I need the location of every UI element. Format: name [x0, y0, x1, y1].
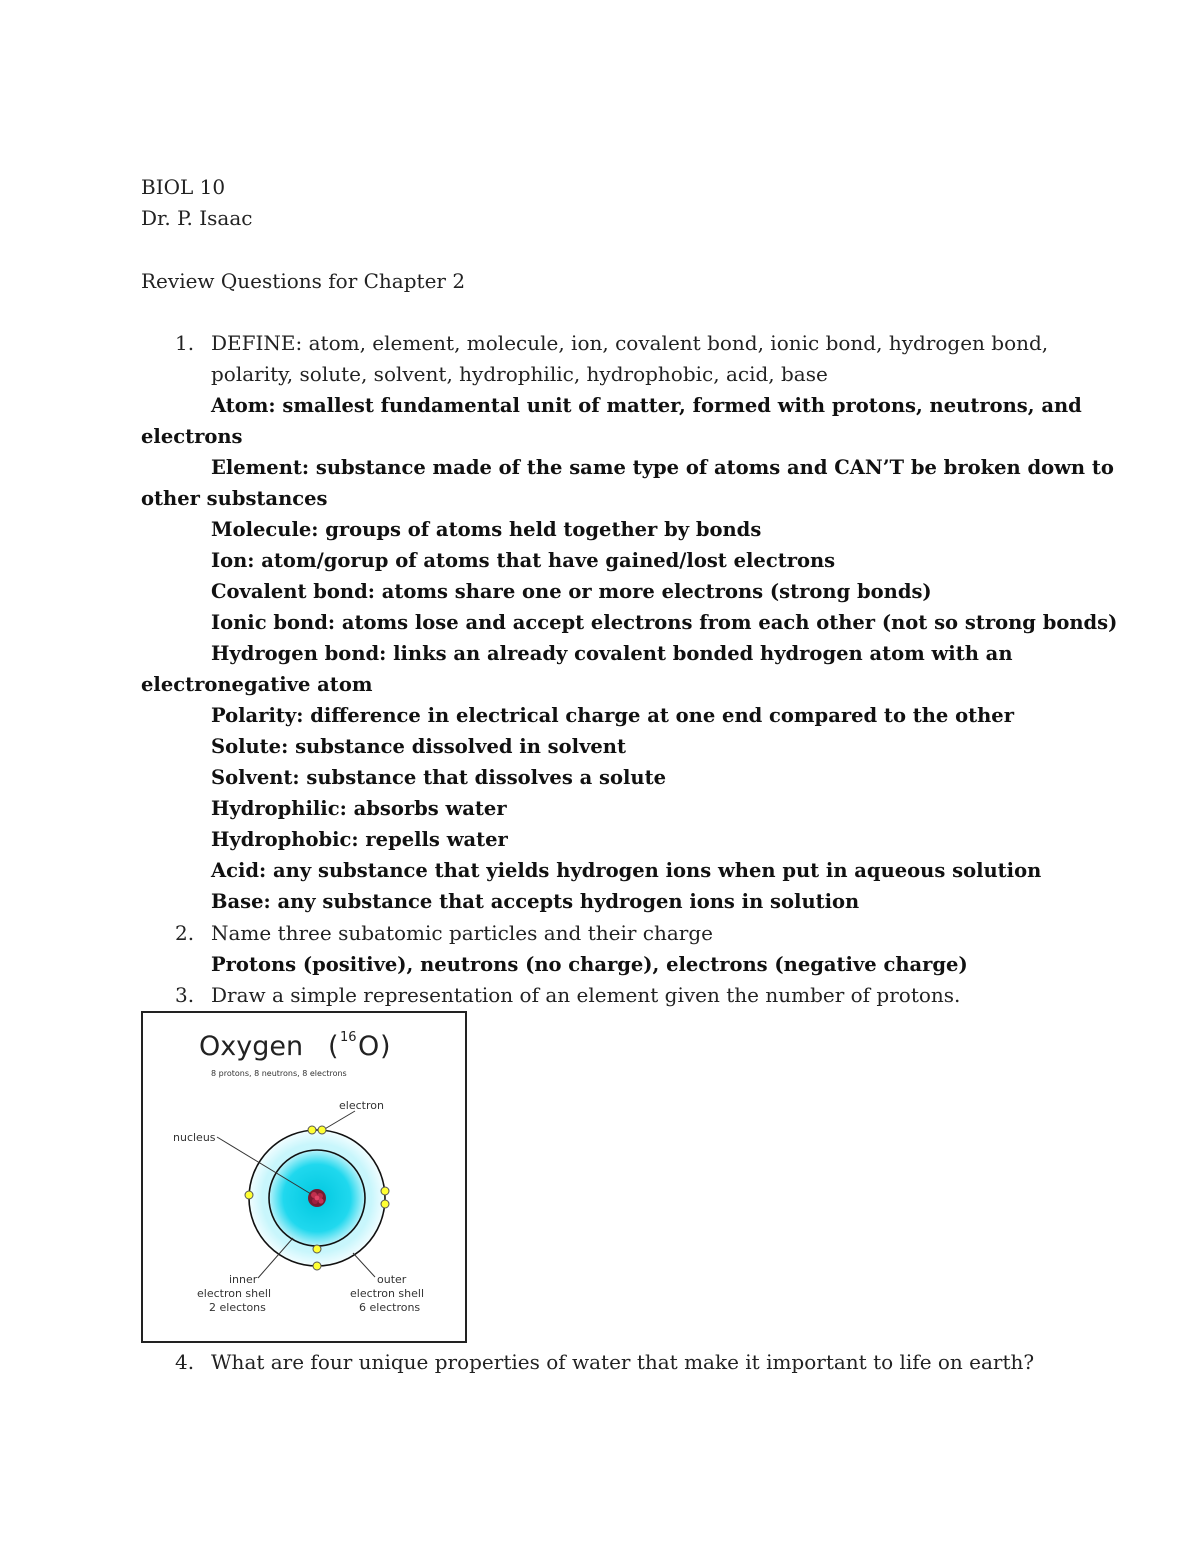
def-base: Base: any substance that accepts hydrogen ions in solution [211, 890, 860, 913]
def-hydrophobic: Hydrophobic: repells water [211, 828, 508, 851]
def-polarity: Polarity: difference in electrical charge at one end compared to the other [211, 704, 1014, 727]
q1-text-line1: DEFINE: atom, element, molecule, ion, covalent bond, ionic bond, hydrogen bond, [211, 331, 1049, 355]
q2-number: 2. [175, 921, 195, 945]
label-electron: electron [339, 1099, 384, 1112]
def-covalent-bond: Covalent bond: atoms share one or more electrons (strong bonds) [211, 580, 932, 603]
figure-subtitle: 8 protons, 8 neutrons, 8 electrons [211, 1069, 347, 1078]
def-hydrogen-bond: Hydrogen bond: links an already covalent bonded hydrogen atom with an [211, 642, 1013, 665]
label-inner-2: electron shell [197, 1287, 272, 1300]
label-outer-2: electron shell [350, 1287, 425, 1300]
def-molecule: Molecule: groups of atoms held together by bonds [211, 518, 762, 541]
def-element: Element: substance made of the same type of atoms and CAN’T be broken down to [211, 456, 1114, 479]
def-element-cont: other substances [141, 487, 328, 510]
figure-title: Oxygen [199, 1031, 304, 1062]
q4-question: What are four unique properties of water that make it important to life on earth? [211, 1350, 1035, 1374]
course-code: BIOL 10 [141, 175, 226, 199]
q4-number: 4. [175, 1350, 195, 1374]
instructor-name: Dr. P. Isaac [141, 206, 253, 230]
label-outer-1: outer [377, 1273, 407, 1286]
def-ionic-bond: Ionic bond: atoms lose and accept electrons from each other (not so strong bonds) [211, 611, 1118, 634]
outer-shell-pointer [353, 1253, 375, 1277]
q3-question: Draw a simple representation of an element given the number of protons. [211, 983, 961, 1007]
def-hydrogen-bond-cont: electronegative atom [141, 673, 373, 696]
electron [245, 1191, 253, 1199]
electron [381, 1187, 389, 1195]
electron [381, 1200, 389, 1208]
q3-number: 3. [175, 983, 195, 1007]
q1-number: 1. [175, 331, 195, 355]
q2-question: Name three subatomic particles and their charge [211, 921, 713, 945]
def-atom: Atom: smallest fundamental unit of matter, formed with protons, neutrons, and [211, 394, 1082, 417]
nucleus [308, 1189, 326, 1207]
electron [313, 1245, 321, 1253]
q2-answer: Protons (positive), neutrons (no charge), electrons (negative charge) [211, 953, 968, 976]
def-solvent: Solvent: substance that dissolves a solute [211, 766, 667, 789]
electron [318, 1126, 326, 1134]
label-nucleus: nucleus [173, 1131, 216, 1144]
electron [308, 1126, 316, 1134]
figure-isotope-paren-close: ) [380, 1031, 391, 1062]
label-inner-3: 2 electons [209, 1301, 266, 1314]
def-atom-cont: electrons [141, 425, 243, 448]
label-outer-3: 6 electrons [359, 1301, 421, 1314]
def-hydrophilic: Hydrophilic: absorbs water [211, 797, 507, 820]
label-inner-1: inner [229, 1273, 258, 1286]
oxygen-atom-diagram [141, 1011, 467, 1343]
electron-pointer [323, 1111, 355, 1130]
document-title: Review Questions for Chapter 2 [141, 269, 466, 293]
def-solute: Solute: substance dissolved in solvent [211, 735, 626, 758]
figure-isotope-paren-open: ( [328, 1031, 339, 1062]
electron [313, 1262, 321, 1270]
figure-isotope-mass: 16 [340, 1030, 357, 1045]
figure-isotope-symbol: O [358, 1031, 380, 1062]
def-acid: Acid: any substance that yields hydrogen ions when put in aqueous solution [211, 859, 1042, 882]
q1-text-line2: polarity, solute, solvent, hydrophilic, hydrophobic, acid, base [211, 362, 828, 386]
def-ion: Ion: atom/gorup of atoms that have gained/lost electrons [211, 549, 836, 572]
